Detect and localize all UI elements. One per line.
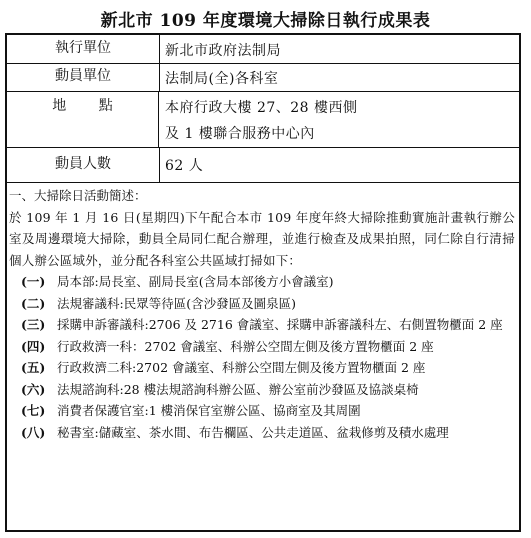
item-text: 採購申訴審議科:2706 及 2716 會議室、採購申訴審議科左、右側置物櫃面 2 座 [57,317,503,332]
item-number: (一) [21,274,46,289]
summary-heading: 一、大掃除日活動簡述： [9,188,147,203]
item-number: (二) [21,295,46,311]
item-number: (七) [21,403,46,418]
item-text: 法規審議科:民眾等待區(含沙發區及圖泉區) [57,295,296,311]
headcount-label: 動員人數 [7,147,160,182]
row-mobilized-unit [7,63,519,92]
activity-summary [9,185,515,443]
list-item [9,336,515,358]
item-number: (四) [21,338,46,354]
results-table [5,33,521,532]
cleaning-assignments [9,271,515,443]
item-number: (六) [21,381,46,397]
row-location [7,91,519,148]
item-text: 行政救濟一科：2702 會議室、科辦公空間左側及後方置物櫃面 2 座 [57,338,434,354]
row-headcount [7,147,519,183]
item-text: 局本部:局長室、副局長室(含局本部後方小會議室) [57,274,334,289]
location-value-line1: 本府行政大樓 27、28 樓西側 [165,100,358,116]
list-item [9,400,515,422]
row-executing-unit [7,35,519,64]
executing-unit-value: 新北市政府法制局 [165,43,281,59]
location-value-line2: 及 1 樓聯合服務中心內 [165,126,315,142]
list-item [9,357,515,379]
summary-paragraph: 於 109 年 1 月 16 日(星期四)下午配合本市 109 年度年終大掃除推動實施計畫執行辦公室及周邊環境大掃除，動員全局同仁配合辦理，並進行檢查及成果拍照，同仁除自行清掃個人辦公區域外，並分配各科室公共區域打掃如下： [9,209,515,268]
item-text: 法規諮詢科:28 樓法規諮詢科辦公區、辦公室前沙發區及協談桌椅 [57,381,419,397]
location-label: 地 點 [7,91,159,147]
item-number: (五) [21,360,46,375]
headcount-value: 62 人 [165,158,204,174]
list-item [9,293,515,315]
document-title: 新北市 109 年度環境大掃除日執行成果表 [100,11,431,31]
item-text: 行政救濟二科:2702 會議室、科辦公空間左側及後方置物櫃面 2 座 [57,360,426,375]
executing-unit-label: 執行單位 [7,35,160,63]
list-item [9,314,515,336]
item-text: 消費者保護官室:1 樓消保官室辦公區、協商室及其周圍 [57,403,361,418]
mobilized-unit-label: 動員單位 [7,63,160,91]
list-item [9,379,515,401]
item-number: (三) [21,317,46,332]
mobilized-unit-value: 法制局(全)各科室 [165,71,279,87]
list-item [9,422,515,444]
item-number: (八) [21,424,46,440]
list-item [9,271,515,293]
item-text: 秘書室:儲藏室、茶水間、布告欄區、公共走道區、盆栽修剪及積水處理 [57,424,449,440]
